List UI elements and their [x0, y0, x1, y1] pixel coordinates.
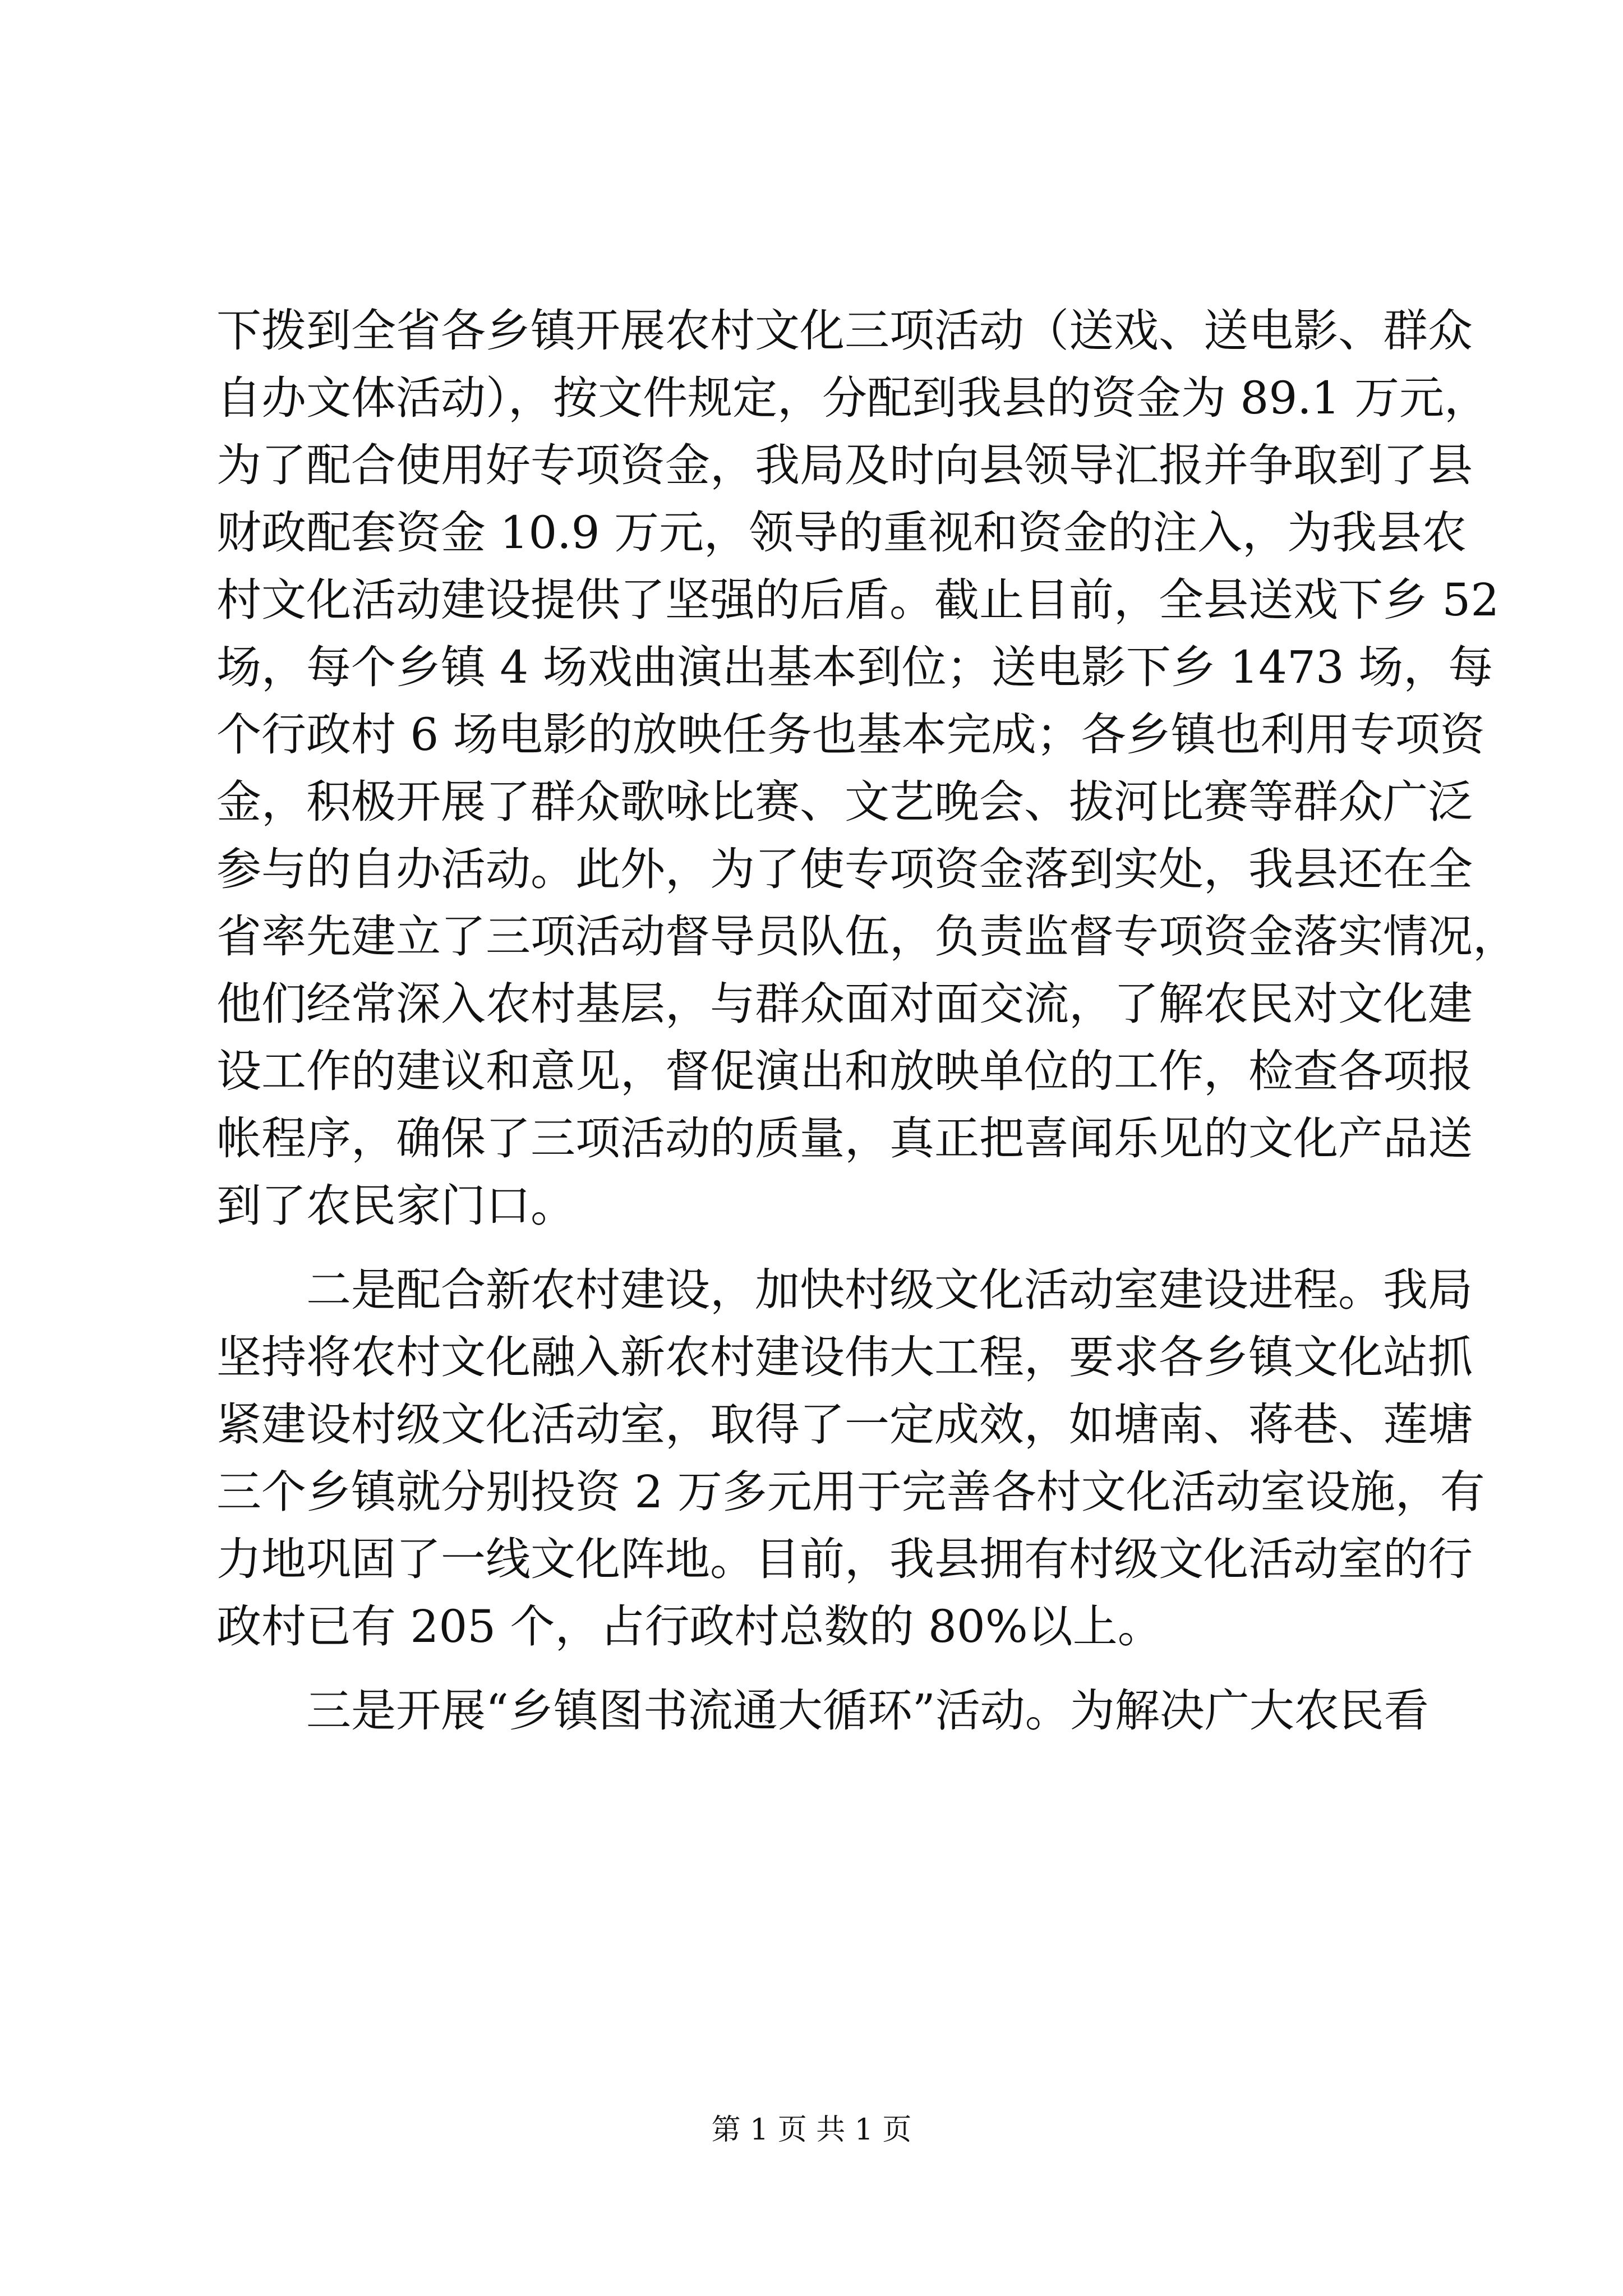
text-line: 他们经常深入农村基层，与群众面对面交流，了解农民对文化建 [216, 978, 1473, 1030]
text-line: 力地巩固了一线文化阵地。目前，我县拥有村级文化活动室的行 [216, 1533, 1473, 1585]
text-line: 二是配合新农村建设，加快村级文化活动室建设进程。我局 [306, 1264, 1473, 1316]
page-footer: 第 1 页 共 1 页 [711, 2113, 912, 2147]
text-line: 财政配套资金 10.9 万元，领导的重视和资金的注入，为我县农 [216, 507, 1467, 559]
text-line: 紧建设村级文化活动室，取得了一定成效，如塘南、蒋巷、莲塘 [216, 1398, 1473, 1451]
text-line: 金，积极开展了群众歌咏比赛、文艺晚会、拔河比赛等群众广泛 [216, 776, 1473, 828]
paragraph-gap [216, 1660, 1417, 1677]
text-line: 到了农民家门口。 [216, 1180, 575, 1232]
text-line: 省率先建立了三项活动督导员队伍，负责监督专项资金落实情况， [216, 910, 1518, 963]
text-line: 村文化活动建设提供了坚强的后盾。截止目前，全县送戏下乡 52 [216, 574, 1500, 626]
text-line: 场，每个乡镇 4 场戏曲演出基本到位；送电影下乡 1473 场，每 [216, 641, 1493, 693]
text-line: 设工作的建议和意见，督促演出和放映单位的工作，检查各项报 [216, 1045, 1473, 1097]
paragraph-gap [216, 1240, 1417, 1257]
text-line: 三个乡镇就分别投资 2 万多元用于完善各村文化活动室设施，有 [216, 1466, 1485, 1518]
text-line: 个行政村 6 场电影的放映任务也基本完成；各乡镇也利用专项资 [216, 708, 1485, 761]
text-line: 帐程序，确保了三项活动的质量，真正把喜闻乐见的文化产品送 [216, 1112, 1473, 1165]
text-line: 坚持将农村文化融入新农村建设伟大工程，要求各乡镇文化站抓 [216, 1331, 1473, 1383]
document-body [216, 297, 1518, 1745]
text-line: 自办文体活动），按文件规定，分配到我县的资金为 89.1 万元， [216, 372, 1489, 424]
text-line: 参与的自办活动。此外，为了使专项资金落到实处，我县还在全 [216, 843, 1473, 895]
text-line: 政村已有 205 个，占行政村总数的 80%以上。 [216, 1600, 1163, 1653]
text-line: 下拨到全省各乡镇开展农村文化三项活动（送戏、送电影、群众 [216, 305, 1473, 357]
text-line: 为了配合使用好专项资金，我局及时向县领导汇报并争取到了县 [216, 439, 1473, 491]
text-line: 三是开展“乡镇图书流通大循环”活动。为解决广大农民看 [306, 1685, 1429, 1737]
